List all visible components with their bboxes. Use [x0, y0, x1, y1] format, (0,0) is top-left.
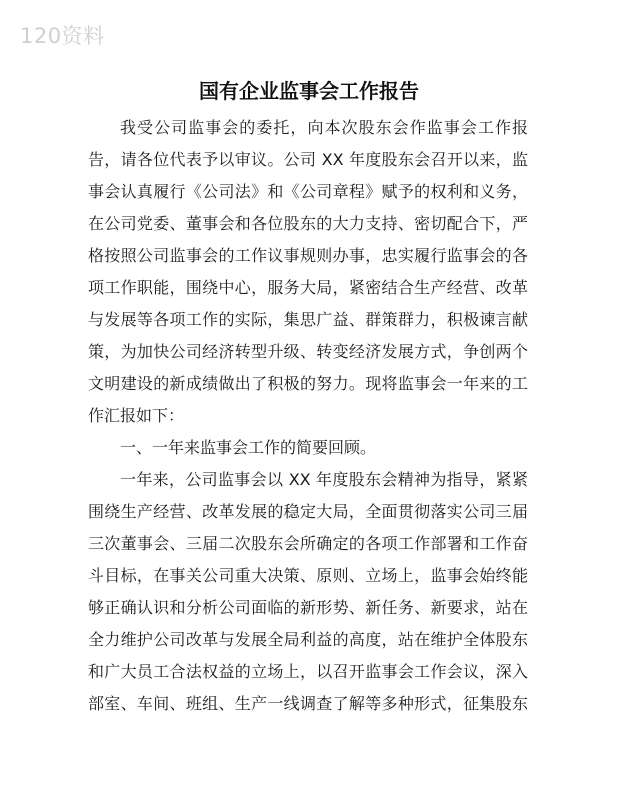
body-line: 一年来，公司监事会以 XX 年度股东会精神为指导，紧紧: [120, 470, 528, 489]
body-line: 在公司党委、董事会和各位股东的大力支持、密切配合下，严: [88, 214, 528, 233]
watermark: 120资料: [20, 24, 105, 48]
body-line: 告，请各位代表予以审议。公司 XX 年度股东会召开以来，监: [88, 150, 528, 169]
body-line: 格按照公司监事会的工作议事规则办事，忠实履行监事会的各: [88, 246, 528, 265]
document-body: [0, 112, 618, 720]
body-line: 文明建设的新成绩做出了积极的努力。现将监事会一年来的工: [88, 374, 528, 393]
body-line: 三次董事会、三届二次股东会所确定的各项工作部署和工作奋: [88, 534, 528, 553]
body-line: 作汇报如下：: [88, 406, 185, 425]
body-line: 和广大员工合法权益的立场上，以召开监事会工作会议，深入: [88, 662, 528, 681]
body-line: 我受公司监事会的委托，向本次股东会作监事会工作报: [120, 118, 528, 137]
body-line: 围绕生产经营、改革发展的稳定大局，全面贯彻落实公司三届: [88, 502, 528, 521]
body-line: 够正确认识和分析公司面临的新形势、新任务、新要求，站在: [88, 598, 528, 617]
body-line: 项工作职能，围绕中心，服务大局，紧密结合生产经营、改革: [88, 278, 528, 297]
body-line: 部室、车间、班组、生产一线调查了解等多种形式，征集股东: [88, 694, 528, 713]
body-line: 斗目标，在事关公司重大决策、原则、立场上，监事会始终能: [88, 566, 528, 585]
body-line: 全力维护公司改革与发展全局利益的高度，站在维护全体股东: [88, 630, 528, 649]
body-line: 事会认真履行《公司法》和《公司章程》赋予的权利和义务，: [88, 182, 528, 201]
body-line: 与发展等各项工作的实际，集思广益、群策群力，积极谏言献: [88, 310, 528, 329]
body-line: 策，为加快公司经济转型升级、转变经济发展方式，争创两个: [88, 342, 528, 361]
document-title: 国有企业监事会工作报告: [199, 79, 419, 103]
body-line: 一、一年来监事会工作的简要回顾。: [120, 438, 377, 457]
